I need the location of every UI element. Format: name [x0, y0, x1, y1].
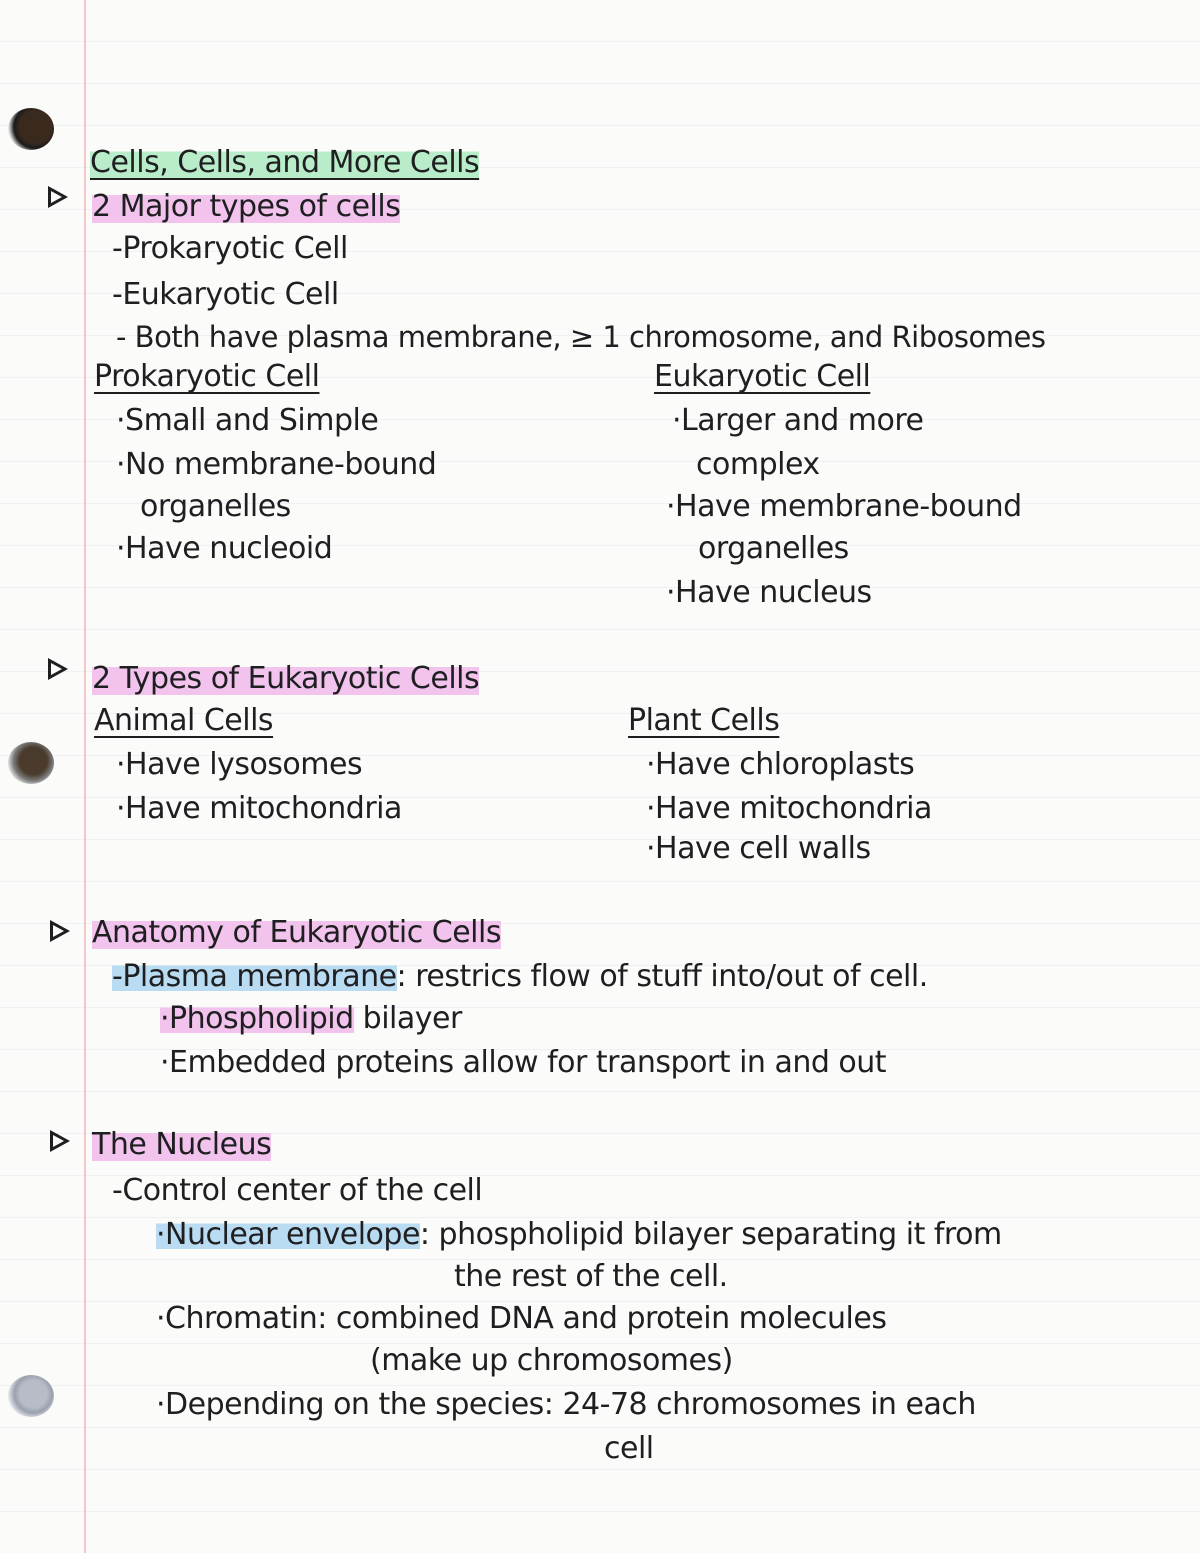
list-item: ·Have mitochondria	[646, 791, 932, 826]
definition-text: : phospholipid bilayer separating it from	[419, 1217, 1002, 1252]
list-item: ·Have membrane-bound	[666, 489, 1022, 524]
list-item: -Prokaryotic Cell	[112, 231, 348, 266]
term-highlight: -Plasma membrane	[112, 959, 397, 994]
list-item: ·Have cell walls	[646, 831, 871, 866]
list-item: ·Have chloroplasts	[646, 747, 915, 782]
column-heading: Prokaryotic Cell	[94, 359, 320, 394]
sub-item	[160, 1000, 462, 1038]
list-item: -Eukaryotic Cell	[112, 277, 339, 312]
triangle-bullet-icon	[50, 1130, 70, 1152]
page-title: Cells, Cells, and More Cells	[90, 145, 480, 180]
section-heading: 2 Major types of cells	[92, 189, 401, 224]
list-item: ·Have nucleoid	[116, 531, 333, 566]
list-item: ·Larger and more	[672, 403, 924, 438]
triangle-bullet-icon	[48, 186, 68, 208]
sub-item: ·Embedded proteins allow for transport in and out	[160, 1045, 887, 1080]
section-heading: 2 Types of Eukaryotic Cells	[92, 661, 480, 696]
definition-line	[156, 1216, 1002, 1254]
list-item: organelles	[698, 531, 849, 566]
binder-hole	[8, 1375, 54, 1417]
definition-continuation: the rest of the cell.	[454, 1259, 728, 1294]
sub-item: ·Depending on the species: 24-78 chromosomes in each	[156, 1387, 976, 1422]
section-heading: The Nucleus	[92, 1127, 272, 1162]
sub-item-continuation: (make up chromosomes)	[370, 1343, 733, 1378]
column-heading: Plant Cells	[628, 703, 780, 738]
binder-hole	[8, 108, 54, 150]
term-highlight: ·Nuclear envelope	[156, 1217, 420, 1252]
binder-hole	[8, 742, 54, 784]
list-item: ·Small and Simple	[116, 403, 379, 438]
triangle-bullet-icon	[50, 920, 70, 942]
definition-text: : restrics flow of stuff into/out of cell.	[396, 959, 928, 994]
column-heading: Eukaryotic Cell	[654, 359, 871, 394]
section-heading: Anatomy of Eukaryotic Cells	[92, 915, 501, 950]
margin-line	[84, 0, 86, 1553]
list-item: ·No membrane-bound	[116, 447, 437, 482]
list-item: ·Have nucleus	[666, 575, 872, 610]
sub-item-continuation: cell	[604, 1431, 654, 1466]
list-item: complex	[696, 447, 820, 482]
column-heading: Animal Cells	[94, 703, 274, 738]
list-item: organelles	[140, 489, 291, 524]
list-item: ·Have lysosomes	[116, 747, 363, 782]
term-highlight: ·Phospholipid	[160, 1001, 354, 1036]
triangle-bullet-icon	[48, 658, 68, 680]
sub-item-text: bilayer	[353, 1001, 462, 1036]
sub-item: ·Chromatin: combined DNA and protein molecules	[156, 1301, 887, 1336]
definition-line	[112, 958, 928, 996]
list-item: -Control center of the cell	[112, 1173, 483, 1208]
list-item: - Both have plasma membrane, ≥ 1 chromosome, and Ribosomes	[116, 320, 1046, 354]
list-item: ·Have mitochondria	[116, 791, 402, 826]
